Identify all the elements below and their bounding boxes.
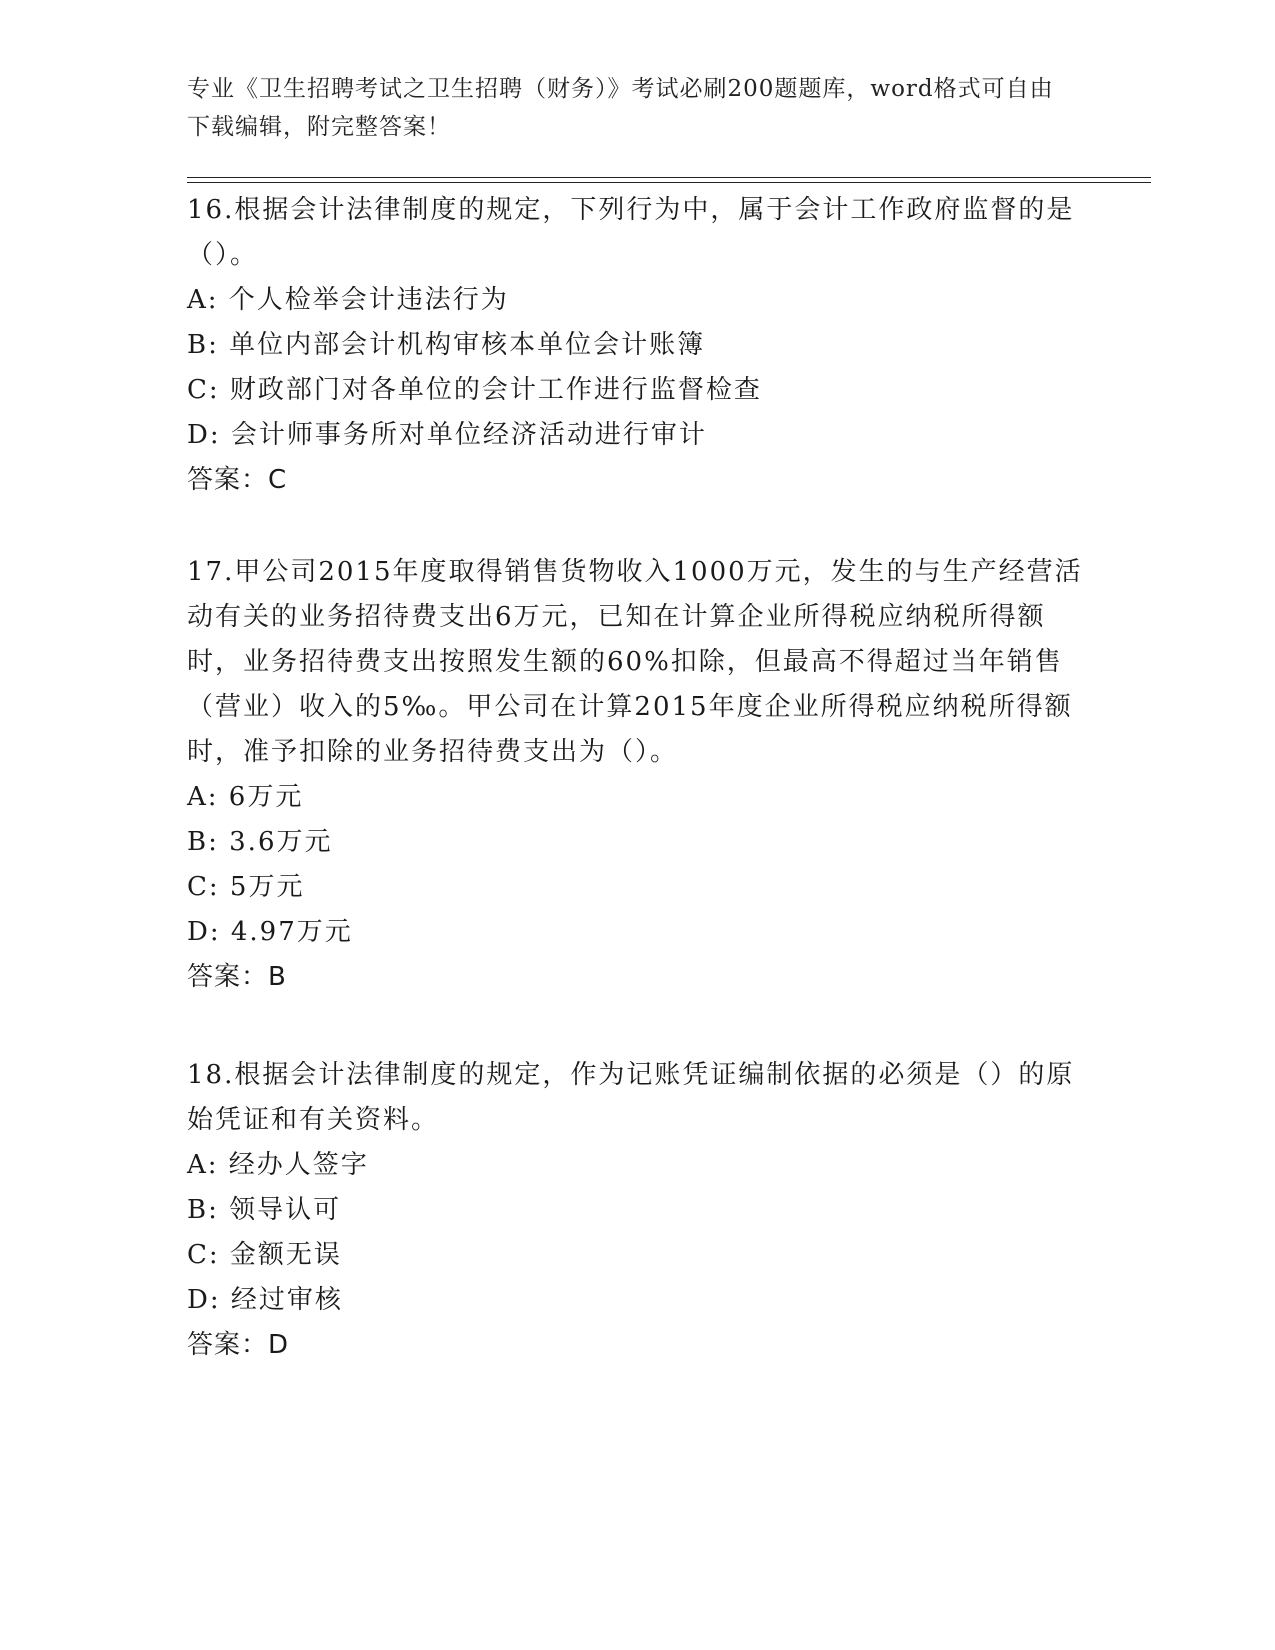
- option-d: D: 经过审核: [187, 1285, 343, 1315]
- question-17: [187, 550, 1087, 1000]
- option-d: D: 4.97万元: [187, 917, 353, 947]
- option-a: A: 个人检举会计违法行为: [187, 285, 509, 315]
- option-a: A: 6万元: [187, 782, 304, 812]
- option-c: C: 财政部门对各单位的会计工作进行监督检查: [187, 375, 762, 405]
- option-b: B: 3.6万元: [187, 827, 333, 857]
- option-c: C: 5万元: [187, 872, 305, 902]
- header-divider-top: [187, 177, 1151, 178]
- document-header: 专业《卫生招聘考试之卫生招聘（财务）》考试必刷200题题库，word格式可自由下载编辑，附完整答案！: [187, 76, 1054, 140]
- option-b: B: 领导认可: [187, 1195, 342, 1225]
- option-b: B: 单位内部会计机构审核本单位会计账簿: [187, 330, 706, 360]
- header-divider-bottom: [187, 182, 1151, 183]
- question-stem: 16.根据会计法律制度的规定，下列行为中，属于会计工作政府监督的是（）。: [187, 195, 1075, 270]
- option-d: D: 会计师事务所对单位经济活动进行审计: [187, 420, 707, 450]
- answer-line: 答案：C: [187, 465, 288, 495]
- option-a: A: 经办人签字: [187, 1150, 369, 1180]
- question-18: [187, 1053, 1087, 1368]
- answer-line: 答案：D: [187, 1330, 290, 1360]
- answer-line: 答案：B: [187, 962, 287, 992]
- option-c: C: 金额无误: [187, 1240, 342, 1270]
- question-stem: 18.根据会计法律制度的规定，作为记账凭证编制依据的必须是（）的原始凭证和有关资料。: [187, 1060, 1075, 1135]
- question-16: [187, 188, 1087, 503]
- question-stem: 17.甲公司2015年度取得销售货物收入1000万元，发生的与生产经营活动有关的业务招待费支出6万元，已知在计算企业所得税应纳税所得额时，业务招待费支出按照发生额的60%扣除，但最高不得超过当年销售（营业）收入的5‰。甲公司在计算2015年度企业所得税应纳税所得额时，准予扣除的业务招待费支出为（）。: [187, 557, 1083, 767]
